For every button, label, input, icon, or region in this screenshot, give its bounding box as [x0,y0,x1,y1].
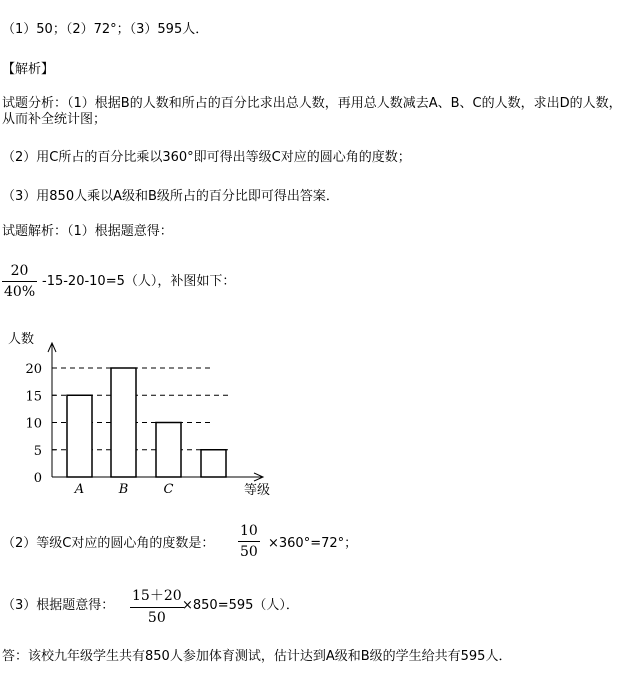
answer-summary: （1）50；（2）72°；（3）595人． [2,22,209,37]
bar [67,395,92,477]
fraction-sum-over-50 [130,585,184,626]
fraction-10-over-50 [238,523,260,560]
y-axis-label: 人数 [8,332,35,347]
bar [156,423,181,478]
fraction-numerator: 20 [10,263,29,279]
y-tick-label: 0 [33,471,42,486]
x-axis-label: 等级 [244,483,271,498]
fraction-denominator: 50 [147,610,166,626]
y-tick-label: 10 [25,416,42,432]
q3-rest: ×850=595（人）． [182,598,299,613]
final-answer: 答：该校九年级学生共有850人参加体育测试，估计达到A级和B级的学生给共有595人． [2,649,512,664]
x-tick-label: C [163,482,174,497]
y-tick-label: 5 [33,443,42,459]
y-tick-label: 20 [25,362,42,377]
fraction-denominator: 50 [240,544,258,560]
analysis-paragraph-3: （3）用850人乘以A级和B级所占的百分比即可得出答案． [2,189,339,204]
x-tick-label: A [74,482,85,497]
bar [201,450,226,477]
fraction-numerator: 15＋20 [132,588,182,604]
q3-prefix: （3）根据题意得： [2,598,115,613]
section-title: 【解析】 [2,62,55,77]
y-tick-label: 15 [25,389,42,405]
fraction-bar [238,541,260,542]
analysis-paragraph-1: 试题分析：（1）根据B的人数和所占的百分比求出总人数，再用总人数减去A、B、C的人数，求出D的人数，从而补全统计图； [2,96,622,127]
q2-prefix: （2）等级C对应的圆心角的度数是： [2,536,215,551]
bar [111,368,136,477]
analysis-paragraph-2: （2）用C所占的百分比乘以360°即可得出等级C对应的圆心角的度数； [2,150,411,165]
q2-rest: ×360°=72°； [268,536,358,551]
equation-1-rest: -15-20-10=5（人），补图如下： [42,274,236,289]
fraction-numerator: 10 [240,523,258,539]
x-tick-label: B [118,482,129,497]
fraction-denominator: 40% [4,284,36,300]
fraction-bar [130,607,184,608]
solution-intro: 试题解析：（1）根据题意得： [2,224,173,239]
